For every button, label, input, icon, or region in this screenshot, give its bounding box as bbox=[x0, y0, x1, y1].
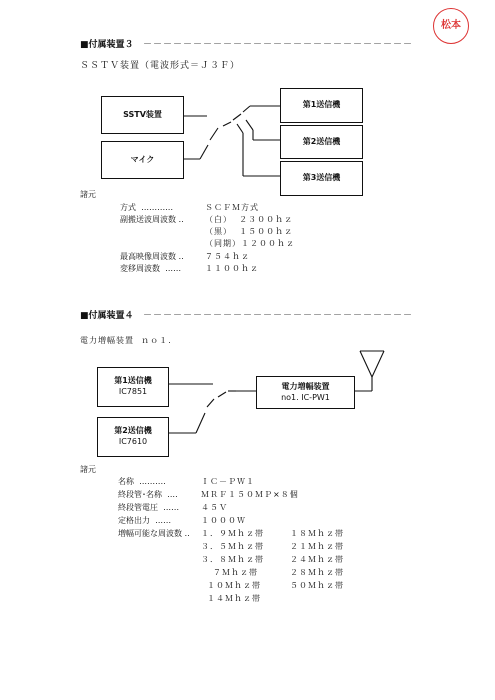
spec-label: 方式 ‥‥‥‥‥‥ bbox=[120, 203, 174, 212]
spec-value: ４５Ｖ bbox=[201, 503, 228, 512]
band-item: １８Ｍｈｚ帯 bbox=[290, 529, 344, 538]
power-amplifier-box bbox=[256, 376, 355, 409]
spec-label: 最高映像周波数 ‥ bbox=[120, 252, 184, 261]
ps-transmitter2-label: 第2送信機 bbox=[114, 426, 152, 436]
spec-label: 定格出力 ‥‥‥ bbox=[118, 516, 172, 525]
band-item: ２１Ｍｈｚ帯 bbox=[290, 542, 344, 551]
band-item: ３．５Ｍｈｚ帯 bbox=[201, 542, 264, 551]
ps-transmitter2-model: IC7610 bbox=[118, 437, 148, 446]
section3-specs-heading: 諸元 bbox=[80, 190, 96, 199]
transmitter3-label: 第3送信機 bbox=[302, 173, 341, 183]
spec-label: 副搬送波周波数 ‥ bbox=[120, 215, 184, 224]
ps-transmitter1-box bbox=[97, 367, 169, 407]
band-item: ７Ｍｈｚ帯 bbox=[213, 568, 258, 577]
spec-value: １．９Ｍｈｚ帯 bbox=[201, 529, 264, 538]
power-amplifier-label: 電力増幅装置 bbox=[281, 381, 330, 391]
band-item: ５０Ｍｈｚ帯 bbox=[290, 581, 344, 590]
sstv-device-label: SSTV装置 bbox=[123, 109, 162, 119]
spec-label: 名称 ‥‥‥‥‥ bbox=[118, 477, 166, 486]
seal-text: 松本 bbox=[441, 19, 461, 31]
section4-subtitle: 電力増幅装置 ｎｏ１. bbox=[80, 336, 172, 345]
section3-divider: －－－－－－－－－－－－－－－－－－－－－－－－－－－ bbox=[143, 40, 414, 50]
spec-label: 終段管･名称 ‥‥ bbox=[118, 490, 178, 499]
band-item: ３．８Ｍｈｚ帯 bbox=[201, 555, 264, 564]
spec-value: １１００ｈｚ bbox=[205, 264, 259, 273]
spec-label: 終段管電圧 ‥‥‥ bbox=[118, 503, 180, 512]
spec-value: ＳＣＦＭ方式 bbox=[205, 203, 259, 212]
band-item: １０Ｍｈｚ帯 bbox=[207, 581, 261, 590]
ps-transmitter1-label: 第1送信機 bbox=[114, 376, 152, 386]
spec-label: 変移周波数 ‥‥‥ bbox=[120, 264, 182, 273]
band-item: １４Ｍｈｚ帯 bbox=[207, 594, 261, 603]
section3-subtitle: ＳＳＴＶ装置（電波形式＝Ｊ３Ｆ） bbox=[80, 61, 241, 71]
section3-title: ■付属装置３ bbox=[80, 40, 134, 50]
spec-label: 増幅可能な周波数 ‥ bbox=[118, 529, 190, 538]
band-item: ２８Ｍｈｚ帯 bbox=[290, 568, 344, 577]
spec-value: （黒） １５００ｈｚ bbox=[205, 227, 294, 236]
spec-value: ＭＲＦ１５０ＭＰ×８個 bbox=[201, 490, 299, 499]
band-item: ２４Ｍｈｚ帯 bbox=[290, 555, 344, 564]
transmitter1-label: 第1送信機 bbox=[302, 100, 341, 110]
microphone-label: マイク bbox=[130, 154, 155, 164]
section4-specs-heading: 諸元 bbox=[80, 465, 96, 474]
spec-value: （白） ２３００ｈｚ bbox=[205, 215, 294, 224]
spec-value: （同期）１２００ｈｚ bbox=[205, 239, 295, 248]
spec-value: ＩＣ－ＰＷ１ bbox=[201, 477, 255, 486]
power-amplifier-model: no1. IC-PW1 bbox=[281, 392, 330, 402]
spec-value: １０００Ｗ bbox=[201, 516, 246, 525]
spec-value: ７５４ｈｚ bbox=[205, 252, 250, 261]
ps-transmitter1-model: IC7851 bbox=[118, 387, 148, 396]
ps-transmitter2-box bbox=[97, 417, 169, 457]
section4-title: ■付属装置４ bbox=[80, 311, 134, 321]
section4-divider: －－－－－－－－－－－－－－－－－－－－－－－－－－－ bbox=[143, 311, 414, 321]
transmitter2-label: 第2送信機 bbox=[302, 136, 341, 146]
